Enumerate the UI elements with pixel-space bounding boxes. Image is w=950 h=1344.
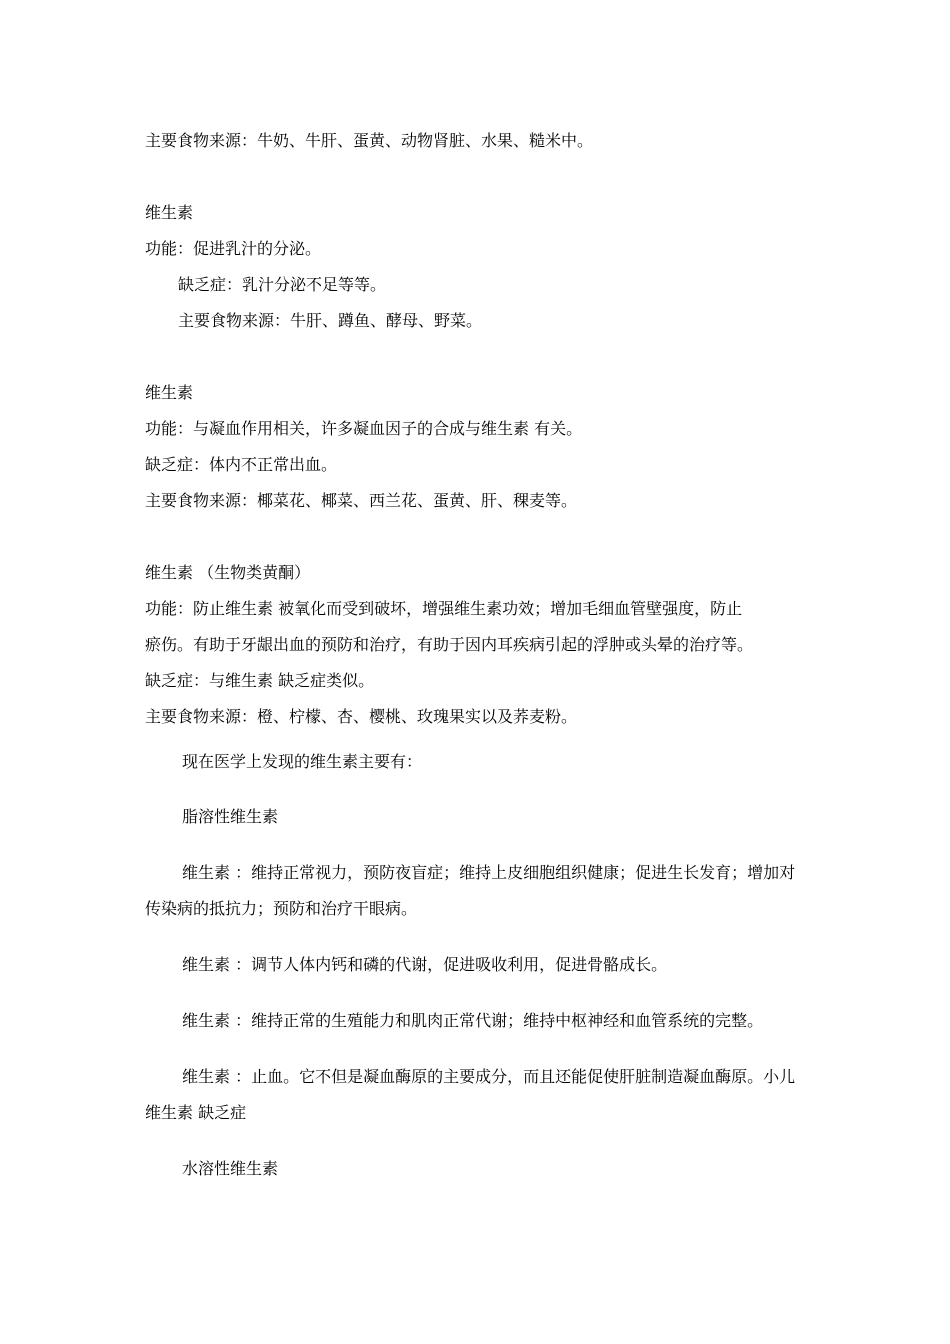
paragraph-heading: 水溶性维生素 (182, 1159, 279, 1178)
paragraph: 维生素 ：调节人体内钙和磷的代谢，促进吸收利用，促进骨骼成长。 (182, 955, 668, 974)
paragraph: 现在医学上发现的维生素主要有： (182, 752, 423, 771)
paragraph: 维生素 ：止血。它不但是凝血酶原的主要成分，而且还能促使肝脏制造凝血酶原。小儿维生素 缺乏症 (145, 1067, 796, 1122)
text-line: 功能：与凝血作用相关，许多凝血因子的合成与维生素 有关。 (145, 419, 583, 438)
section-heading: 维生素 (145, 383, 194, 402)
paragraph: 维生素 ：维持正常视力，预防夜盲症；维持上皮细胞组织健康；促进生长发育；增加对传染病的抵抗力；预防和治疗干眼病。 (145, 863, 796, 918)
text-line: 主要食物来源：牛奶、牛肝、蛋黄、动物肾脏、水果、糙米中。 (145, 131, 594, 150)
text-line: 瘀伤。有助于牙龈出血的预防和治疗，有助于因内耳疾病引起的浮肿或头晕的治疗等。 (145, 635, 754, 654)
text-line: 功能：防止维生素 被氧化而受到破坏，增强维生素功效；增加毛细血管壁强度，防止 (145, 599, 743, 618)
paragraph: 维生素 ：维持正常的生殖能力和肌肉正常代谢；维持中枢神经和血管系统的完整。 (182, 1011, 764, 1030)
section-heading: 维生素 (145, 203, 194, 222)
text-line: 主要食物来源：牛肝、蹲鱼、酵母、野菜。 (178, 311, 483, 330)
text-line: 缺乏症：体内不正常出血。 (145, 455, 338, 474)
text-line: 功能：促进乳汁的分泌。 (145, 239, 322, 258)
text-line: 主要食物来源：椰菜花、椰菜、西兰花、蛋黄、肝、稞麦等。 (145, 491, 578, 510)
section-heading: 维生素 （生物类黄酮） (145, 563, 311, 582)
text-line: 缺乏症：乳汁分泌不足等等。 (178, 275, 387, 294)
paragraph-heading: 脂溶性维生素 (182, 807, 279, 826)
text-line: 缺乏症：与维生素 缺乏症类似。 (145, 671, 375, 690)
text-line: 主要食物来源：橙、柠檬、杏、樱桃、玫瑰果实以及荞麦粉。 (145, 707, 578, 726)
